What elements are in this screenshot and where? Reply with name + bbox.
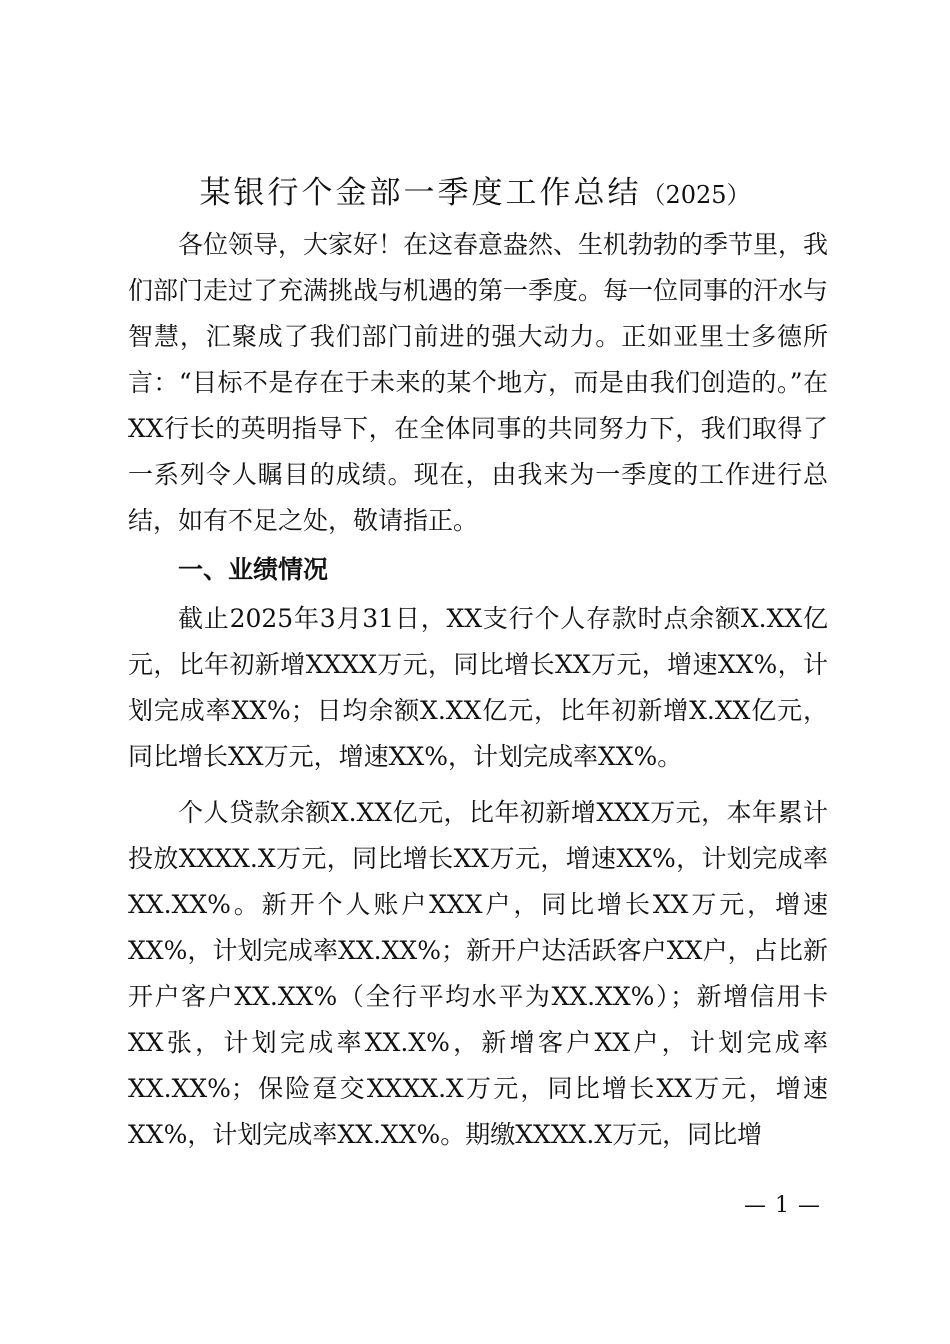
loan-paragraph: 个人贷款余额X.XX亿元，比年初新增XXX万元，本年累计投放XXXX.X万元，同比增长XX万元，增速XX%，计划完成率XX.XX%。新开个人账户XXX户，同比增长XX万元，增速XX%，计划完成率XX.XX%；新开户达活跃客户XX户，占比新开户客户XX.XX%（全行平均水平为XX.XX%）；新增信用卡XX张，计划完成率XX.X%，新增客户XX户，计划完成率XX.XX%；保险趸交XXXX.X万元，同比增长XX万元，增速XX%，计划完成率XX.XX%。期缴XXXX.X万元，同比增 bbox=[128, 798, 828, 1149]
intro-paragraph: 各位领导，大家好！在这春意盎然、生机勃勃的季节里，我们部门走过了充满挑战与机遇的第一季度。每一位同事的汗水与智慧，汇聚成了我们部门前进的强大动力。正如亚里士多德所言：“目标不是存在于未来的某个地方，而是由我们创造的。”在XX行长的英明指导下，在全体同事的共同努力下，我们取得了一系列令人瞩目的成绩。现在，由我来为一季度的工作进行总结，如有不足之处，敬请指正。 bbox=[128, 230, 829, 535]
page-number: — 1 — bbox=[744, 1193, 821, 1218]
document-title bbox=[0, 170, 950, 218]
title-text: 某银行个金部一季度工作总结 bbox=[199, 175, 642, 211]
section-heading-performance: 一、业绩情况 bbox=[178, 555, 329, 584]
document-body bbox=[128, 222, 828, 1158]
deposit-paragraph: 截止2025年3月31日，XX支行个人存款时点余额X.XX亿元，比年初新增XXXX万元，同比增长XX万元，增速XX%，计划完成率XX%；日均余额X.XX亿元，比年初新增X.XX亿元，同比增长XX万元，增速XX%，计划完成率XX%。 bbox=[128, 604, 828, 771]
title-year: （2025） bbox=[641, 181, 751, 209]
